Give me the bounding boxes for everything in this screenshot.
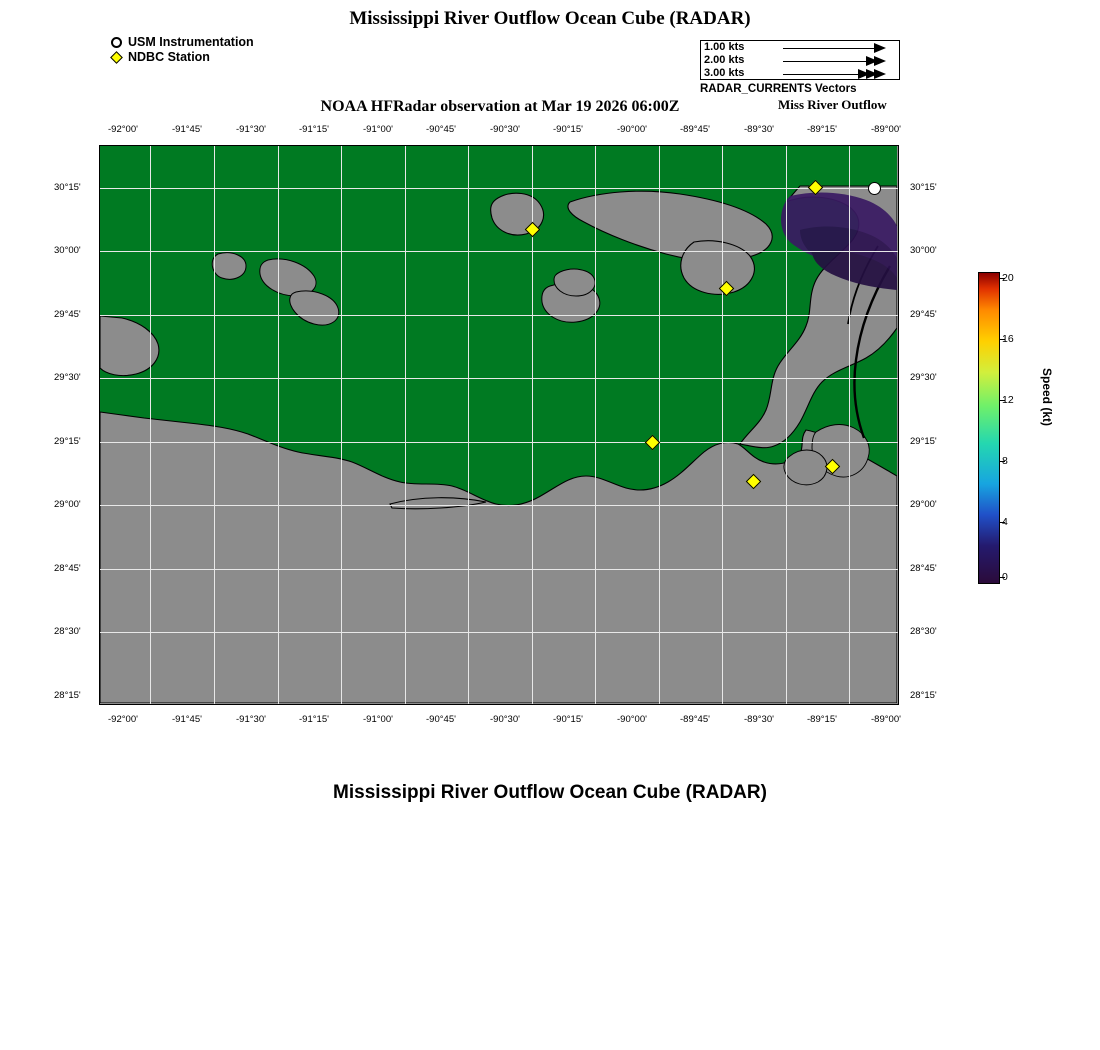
x-tick-top: -89°30' (744, 124, 774, 135)
y-tick-left: 29°00' (54, 499, 81, 510)
marsh-blob-3 (212, 253, 246, 280)
vector-arrow-icon (858, 69, 870, 79)
x-tick-bottom: -91°00' (363, 714, 393, 725)
y-tick-right: 29°00' (910, 499, 937, 510)
colorbar-tick: 4 (1002, 516, 1008, 528)
x-tick-bottom: -89°30' (744, 714, 774, 725)
x-tick-bottom: -90°30' (490, 714, 520, 725)
vector-scale-label-2: 2.00 kts (704, 54, 745, 66)
y-tick-right: 29°15' (910, 436, 937, 447)
vector-scale-box (700, 40, 900, 80)
x-tick-top: -91°30' (236, 124, 266, 135)
vector-scale-row-3 (701, 68, 899, 81)
y-tick-left: 29°15' (54, 436, 81, 447)
x-tick-top: -89°15' (807, 124, 837, 135)
x-tick-top: -91°45' (172, 124, 202, 135)
colorbar-gradient (978, 272, 1000, 584)
colorbar-tick: 12 (1002, 394, 1014, 406)
y-tick-left: 29°30' (54, 372, 81, 383)
legend-label-usm: USM Instrumentation (128, 35, 254, 49)
x-tick-bottom: -91°30' (236, 714, 266, 725)
vectors-caption: RADAR_CURRENTS Vectors (700, 83, 857, 95)
colorbar-tick: 20 (1002, 272, 1014, 284)
x-tick-top: -90°45' (426, 124, 456, 135)
colorbar-tick: 8 (1002, 455, 1008, 467)
x-tick-top: -89°45' (680, 124, 710, 135)
x-tick-bottom: -91°45' (172, 714, 202, 725)
x-tick-top: -91°00' (363, 124, 393, 135)
x-tick-bottom: -92°00' (108, 714, 138, 725)
diamond-marker-icon (110, 51, 126, 65)
y-tick-left: 28°15' (54, 690, 81, 701)
y-tick-right: 29°45' (910, 309, 937, 320)
x-tick-top: -89°00' (871, 124, 901, 135)
map-geometry (100, 146, 897, 703)
map-subtitle: NOAA HFRadar observation at Mar 19 2026 06:00Z (320, 98, 680, 115)
vector-scale-label-1: 1.00 kts (704, 41, 745, 53)
y-tick-left: 28°45' (54, 563, 81, 574)
y-tick-left: 28°30' (54, 626, 81, 637)
y-tick-right: 28°15' (910, 690, 937, 701)
colorbar-title: Speed (kt) (1040, 368, 1054, 427)
map-plot-area[interactable] (99, 145, 899, 705)
x-tick-bottom: -89°00' (871, 714, 901, 725)
footer-title: Mississippi River Outflow Ocean Cube (RADAR) (333, 782, 767, 803)
circle-marker-icon (110, 36, 126, 50)
x-tick-bottom: -90°15' (553, 714, 583, 725)
y-tick-left: 29°45' (54, 309, 81, 320)
x-tick-top: -90°00' (617, 124, 647, 135)
delta-fingers-2 (784, 450, 827, 485)
y-tick-right: 29°30' (910, 372, 937, 383)
y-tick-right: 28°30' (910, 626, 937, 637)
vector-arrow-icon (874, 43, 886, 53)
x-tick-top: -91°15' (299, 124, 329, 135)
x-tick-top: -92°00' (108, 124, 138, 135)
y-tick-left: 30°00' (54, 245, 81, 256)
x-tick-bottom: -89°15' (807, 714, 837, 725)
y-tick-right: 30°00' (910, 245, 937, 256)
y-tick-right: 28°45' (910, 563, 937, 574)
usm-instrumentation-marker[interactable] (868, 182, 881, 195)
colorbar-tick: 16 (1002, 333, 1014, 345)
x-tick-top: -90°30' (490, 124, 520, 135)
page-title: Mississippi River Outflow Ocean Cube (RADAR) (349, 8, 751, 29)
vector-scale-label-3: 3.00 kts (704, 67, 745, 79)
x-tick-bottom: -89°45' (680, 714, 710, 725)
x-tick-bottom: -91°15' (299, 714, 329, 725)
y-tick-right: 30°15' (910, 182, 937, 193)
y-tick-left: 30°15' (54, 182, 81, 193)
colorbar-tick: 0 (1002, 571, 1008, 583)
x-tick-bottom: -90°45' (426, 714, 456, 725)
outflow-caption: Miss River Outflow (778, 97, 887, 112)
vector-arrow-icon (866, 56, 878, 66)
x-tick-top: -90°15' (553, 124, 583, 135)
x-tick-bottom: -90°00' (617, 714, 647, 725)
legend-label-ndbc: NDBC Station (128, 50, 210, 64)
